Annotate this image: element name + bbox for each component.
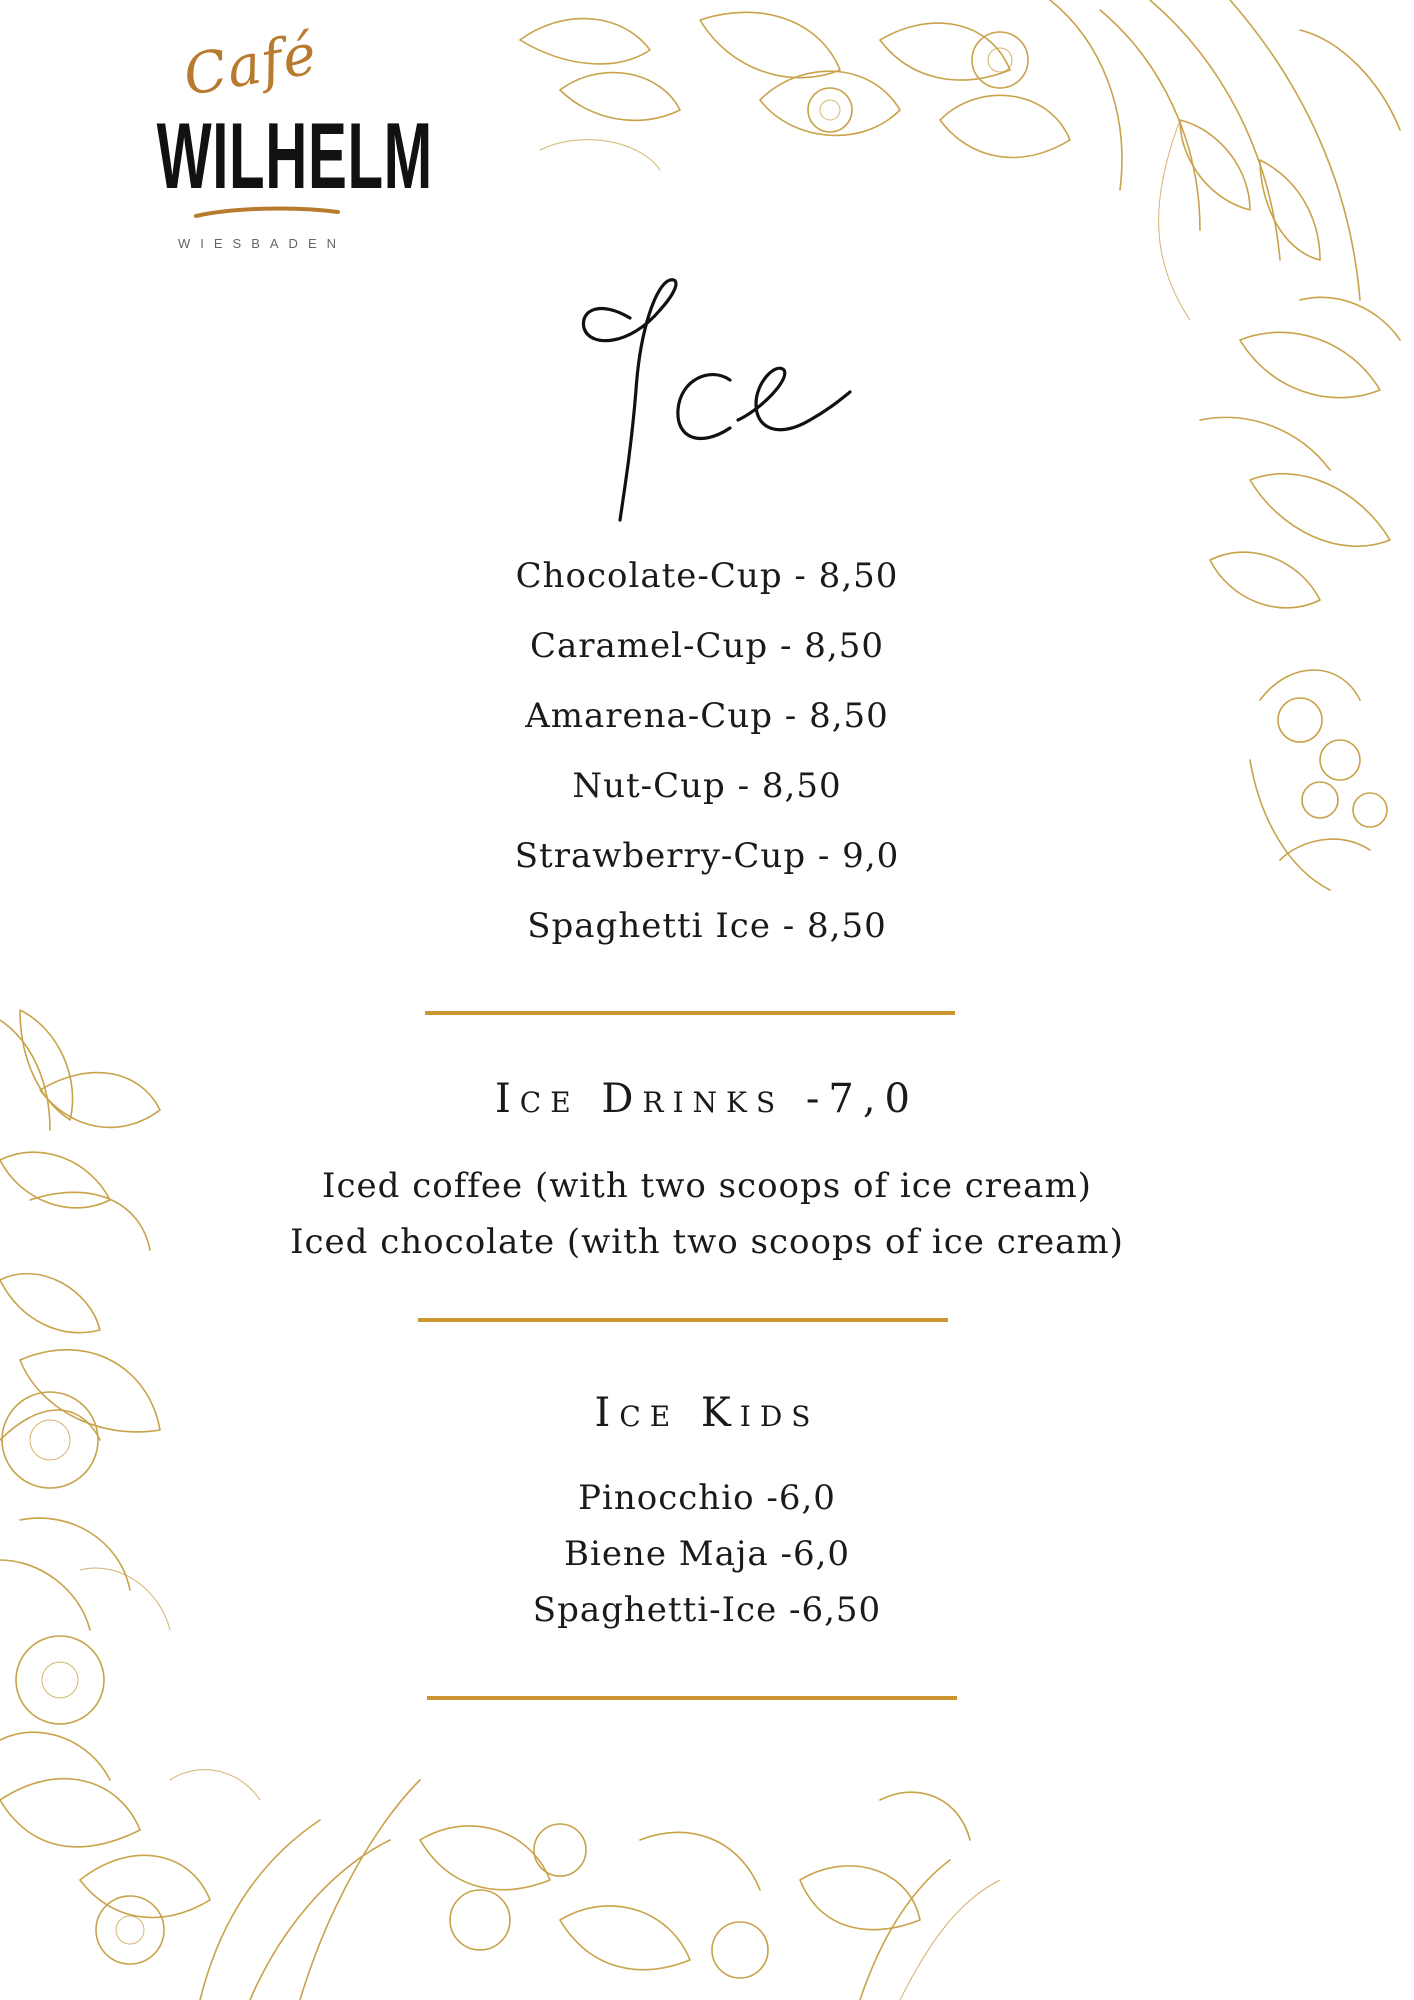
- menu-item-nut-cup: Nut-Cup - 8,50: [572, 766, 842, 806]
- menu-item-iced-coffee: Iced coffee (with two scoops of ice cream): [322, 1166, 1092, 1206]
- logo-city: WIESBADEN: [177, 236, 346, 251]
- logo-swoosh-icon: [192, 202, 342, 222]
- section-heading-ice-drinks: Ice Drinks -7,0: [494, 1076, 920, 1122]
- menu-item-pinocchio: Pinocchio -6,0: [578, 1478, 836, 1518]
- menu-item-chocolate-cup: Chocolate-Cup - 8,50: [515, 556, 899, 596]
- floral-bottom-icon: [0, 1770, 1000, 2000]
- divider: [425, 1011, 955, 1015]
- menu-item-caramel-cup: Caramel-Cup - 8,50: [529, 626, 884, 666]
- section-heading-ice-kids: Ice Kids: [594, 1390, 820, 1436]
- divider: [427, 1696, 957, 1700]
- menu-item-biene-maja: Biene Maja -6,0: [563, 1534, 851, 1574]
- menu-item-spaghetti-ice-kids: Spaghetti-Ice -6,50: [532, 1590, 882, 1630]
- page-title-script: [560, 270, 860, 550]
- logo-name: WILHELM: [156, 103, 433, 208]
- cafe-logo: [92, 21, 433, 270]
- menu-item-iced-chocolate: Iced chocolate (with two scoops of ice cream): [290, 1222, 1124, 1262]
- menu-item-amarena-cup: Amarena-Cup - 8,50: [525, 696, 889, 736]
- logo-cafe-script: Café: [178, 21, 323, 110]
- menu-item-spaghetti-ice: Spaghetti Ice - 8,50: [527, 906, 887, 946]
- menu-item-strawberry-cup: Strawberry-Cup - 9,0: [514, 836, 900, 876]
- divider: [418, 1318, 948, 1322]
